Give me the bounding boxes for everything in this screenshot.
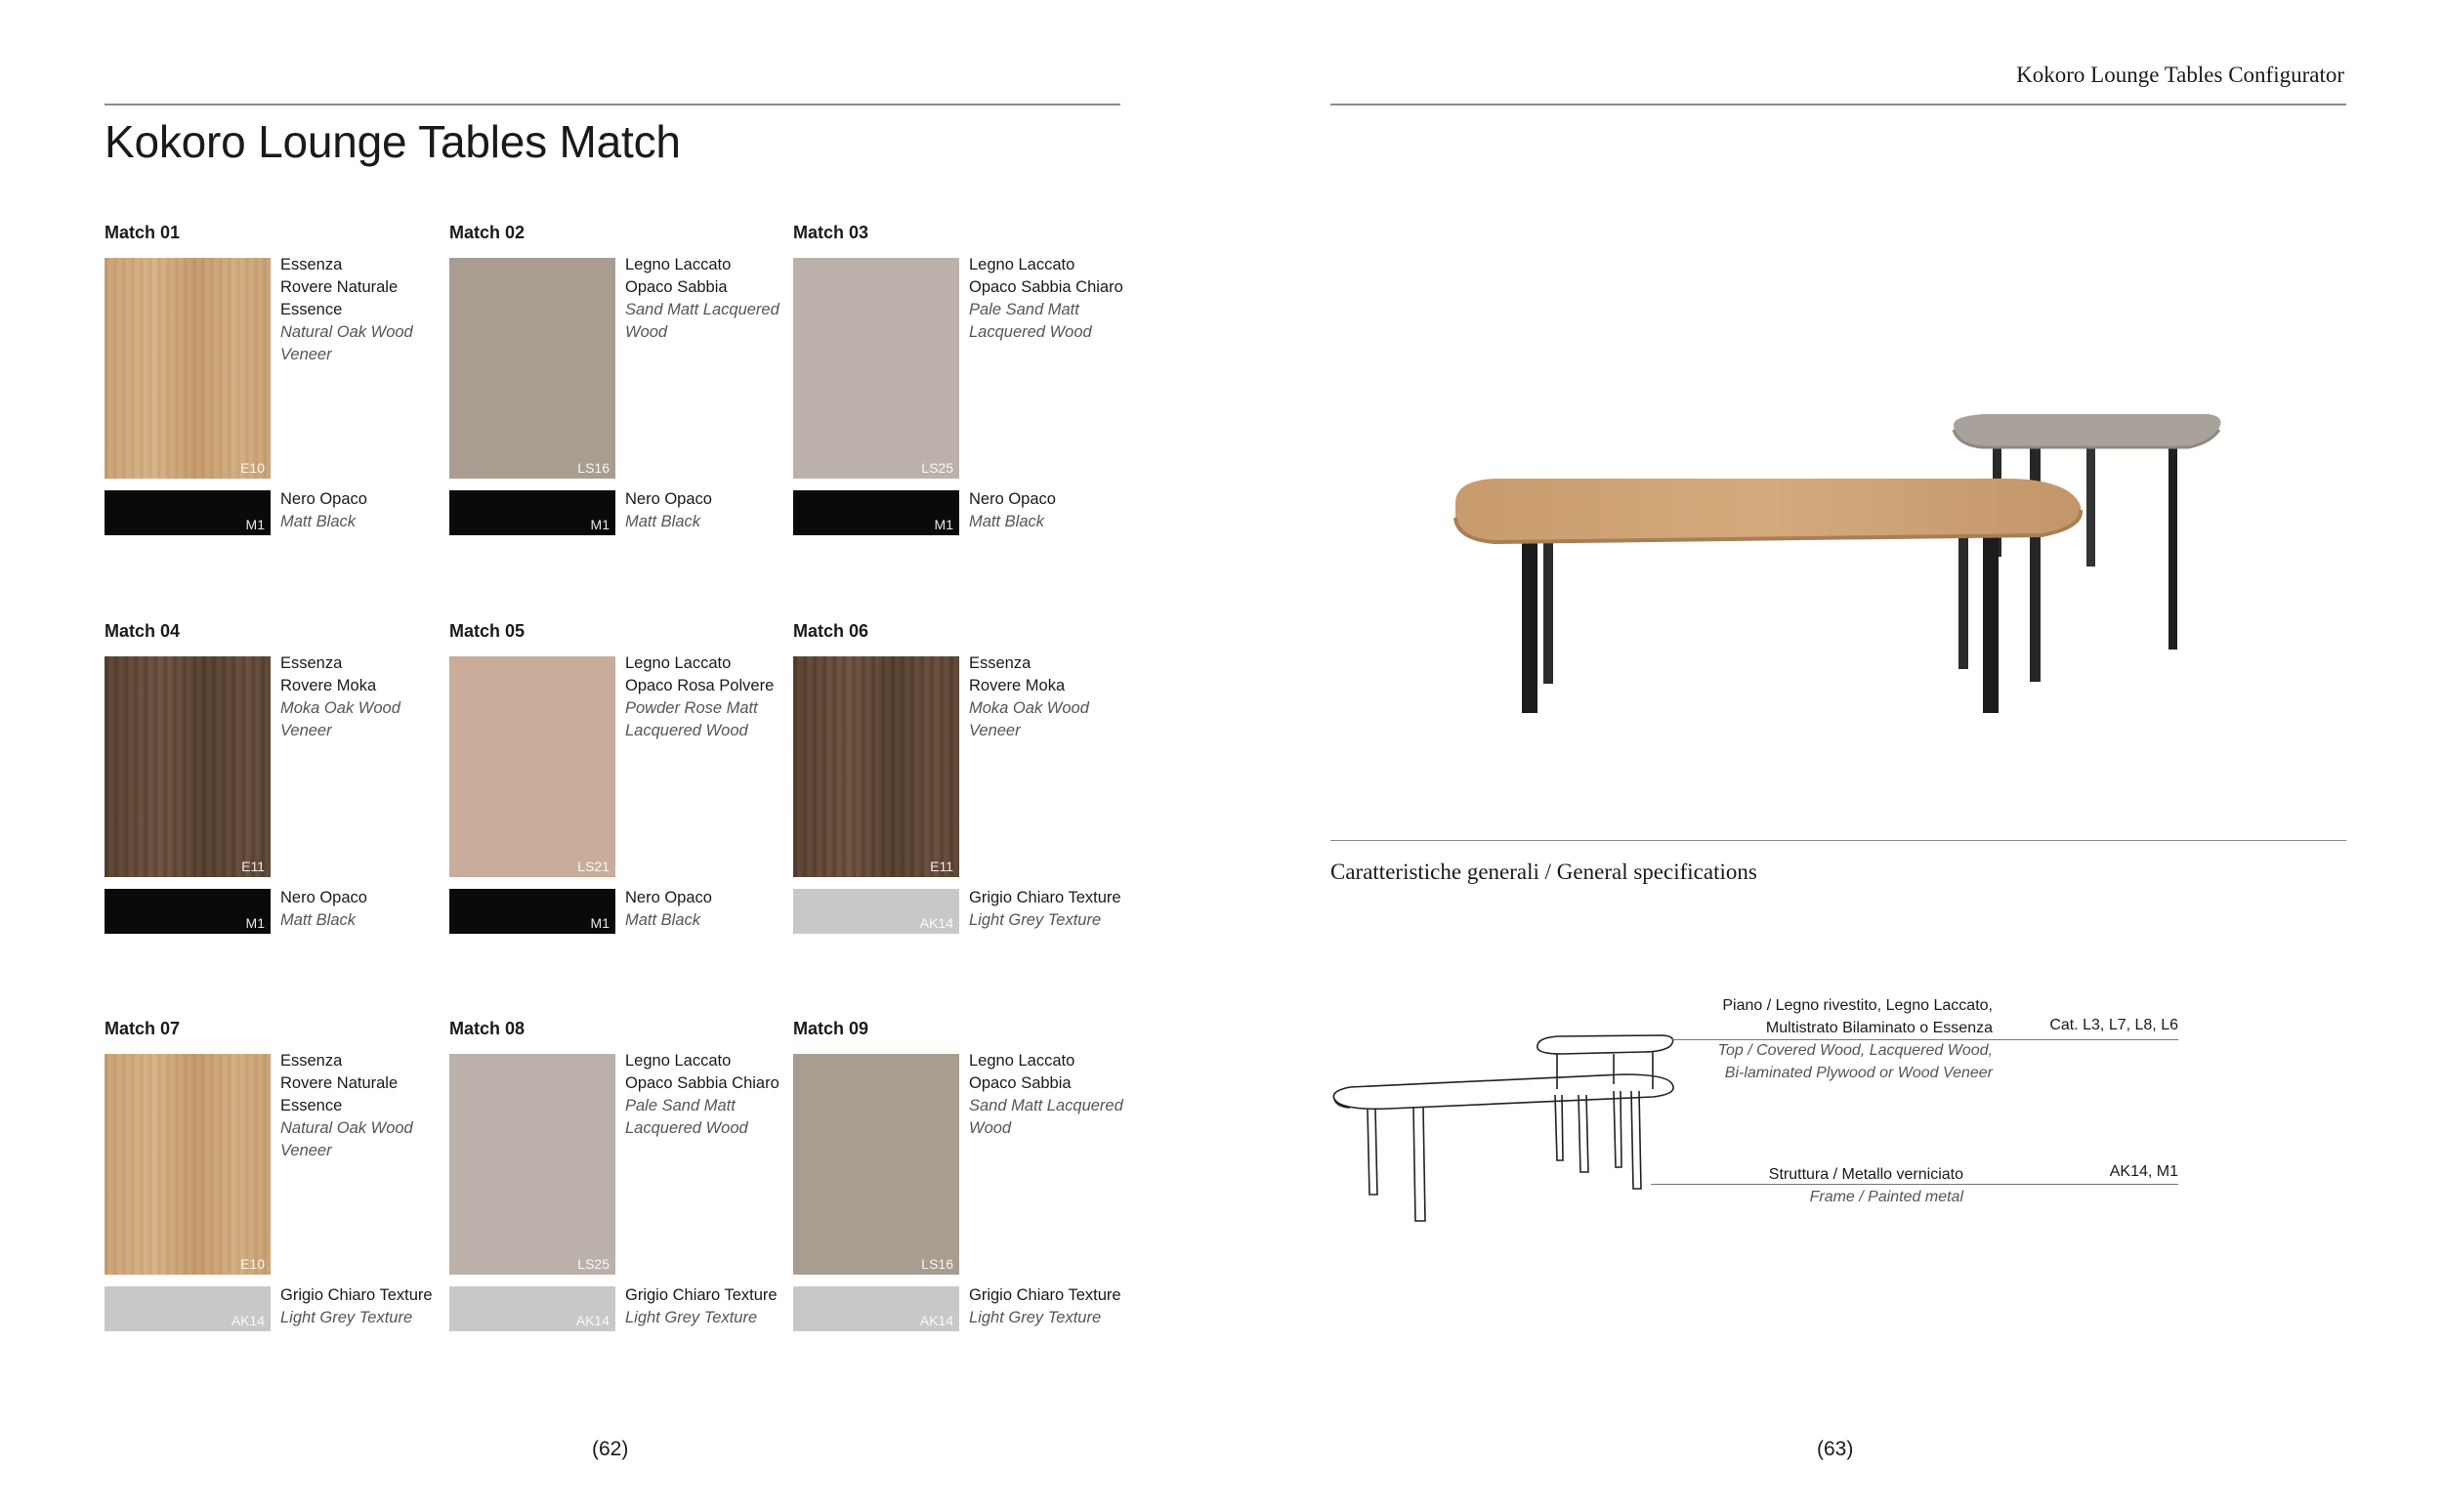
finish-code: LS16	[921, 1256, 953, 1272]
frame-code: M1	[245, 517, 265, 532]
frame-code: AK14	[919, 915, 953, 931]
right-top-rule	[1330, 104, 2346, 105]
finish-name-english: Veneer	[969, 722, 1021, 739]
frame-name-english: Matt Black	[625, 513, 701, 530]
finish-code: E11	[241, 859, 265, 874]
finish-swatch	[105, 656, 271, 877]
finish-name-line: Essenza	[280, 654, 343, 672]
finish-name-line: Opaco Sabbia	[625, 278, 728, 296]
finish-description	[625, 1050, 796, 1140]
spec-top-line1: Piano / Legno rivestito, Legno Laccato,	[1722, 997, 1993, 1014]
match-block	[449, 223, 786, 545]
match-title: Match 01	[105, 223, 181, 242]
spec-frame-italic1: Frame / Painted metal	[1809, 1189, 1963, 1205]
frame-name-english: Matt Black	[280, 911, 357, 929]
spec-frame-text	[1769, 1163, 1963, 1208]
finish-name-english: Veneer	[280, 346, 332, 363]
frame-swatch	[793, 889, 959, 934]
frame-description	[280, 1284, 451, 1329]
frame-swatch	[793, 1286, 959, 1331]
frame-code: M1	[934, 517, 953, 532]
frame-swatch	[105, 1286, 271, 1331]
frame-swatch	[105, 889, 271, 934]
frame-name: Grigio Chiaro Texture	[969, 1286, 1121, 1304]
kokoro-tables-line-drawing	[1330, 1030, 1682, 1226]
finish-name-line: Rovere Moka	[969, 677, 1066, 694]
finish-name-english: Pale Sand Matt	[625, 1097, 736, 1114]
finish-name-line: Essence	[280, 301, 343, 318]
finish-code: LS16	[577, 460, 610, 476]
frame-code: AK14	[231, 1313, 265, 1328]
finish-description	[625, 254, 796, 344]
frame-name-english: Light Grey Texture	[969, 1309, 1102, 1326]
match-title: Match 03	[793, 223, 869, 242]
finish-code: LS25	[577, 1256, 610, 1272]
finish-name-english: Lacquered Wood	[625, 1119, 748, 1137]
frame-swatch	[449, 889, 615, 934]
match-title: Match 09	[793, 1019, 869, 1038]
frame-description	[625, 488, 796, 533]
frame-name-english: Light Grey Texture	[625, 1309, 758, 1326]
match-block	[449, 1019, 786, 1341]
frame-name-english: Light Grey Texture	[969, 911, 1102, 929]
finish-swatch	[105, 1054, 271, 1275]
finish-name-line: Legno Laccato	[969, 256, 1075, 273]
finish-swatch	[793, 258, 959, 479]
frame-name-english: Matt Black	[280, 513, 357, 530]
frame-description	[969, 488, 1140, 533]
match-title: Match 04	[105, 621, 181, 641]
finish-name-line: Essenza	[969, 654, 1032, 672]
finish-code: LS25	[921, 460, 953, 476]
frame-name: Grigio Chiaro Texture	[280, 1286, 433, 1304]
spec-frame-line1: Struttura / Metallo verniciato	[1768, 1166, 1963, 1183]
finish-name-line: Essenza	[280, 1052, 343, 1070]
finish-name-line: Rovere Naturale	[280, 278, 399, 296]
match-block	[793, 621, 1130, 944]
finish-swatch	[793, 1054, 959, 1275]
finish-name-english: Moka Oak Wood	[969, 699, 1089, 717]
finish-name-english: Wood	[969, 1119, 1012, 1137]
finish-swatch	[449, 1054, 615, 1275]
finish-name-line: Rovere Naturale	[280, 1074, 399, 1092]
match-title: Match 06	[793, 621, 869, 641]
match-title: Match 02	[449, 223, 526, 242]
finish-name-line: Essenza	[280, 256, 343, 273]
page-number-right: (63)	[1817, 1438, 1854, 1460]
frame-name: Nero Opaco	[280, 490, 367, 508]
spec-frame-line	[1651, 1184, 2178, 1185]
frame-code: M1	[245, 915, 265, 931]
finish-name-line: Essence	[280, 1097, 343, 1114]
frame-name-english: Matt Black	[625, 911, 701, 929]
frame-swatch	[793, 490, 959, 535]
finish-swatch	[793, 656, 959, 877]
finish-name-line: Opaco Sabbia Chiaro	[969, 278, 1123, 296]
match-block	[105, 621, 442, 944]
finish-name-english: Wood	[625, 323, 668, 341]
finish-name-english: Moka Oak Wood	[280, 699, 400, 717]
finish-swatch	[449, 656, 615, 877]
finish-code: E10	[240, 1256, 265, 1272]
match-block	[793, 223, 1130, 545]
finish-description	[280, 254, 451, 366]
spec-divider-rule	[1330, 840, 2346, 841]
finish-name-english: Lacquered Wood	[625, 722, 748, 739]
finish-name-line: Rovere Moka	[280, 677, 377, 694]
frame-description	[969, 1284, 1140, 1329]
frame-description	[969, 887, 1140, 932]
finish-code: LS21	[577, 859, 610, 874]
finish-name-line: Opaco Sabbia Chiaro	[625, 1074, 779, 1092]
finish-name-line: Opaco Sabbia	[969, 1074, 1072, 1092]
frame-name-english: Light Grey Texture	[280, 1309, 413, 1326]
finish-name-english: Natural Oak Wood	[280, 1119, 413, 1137]
frame-code: AK14	[919, 1313, 953, 1328]
finish-name-english: Veneer	[280, 1142, 332, 1159]
frame-description	[625, 1284, 796, 1329]
spec-top-italic2: Bi-laminated Plywood or Wood Veneer	[1724, 1065, 1993, 1081]
finish-name-english: Natural Oak Wood	[280, 323, 413, 341]
match-title: Match 08	[449, 1019, 526, 1038]
finish-description	[969, 254, 1140, 344]
finish-name-english: Pale Sand Matt	[969, 301, 1079, 318]
spec-frame-category: AK14, M1	[2109, 1163, 2178, 1180]
finish-description	[280, 652, 451, 742]
page-title: Kokoro Lounge Tables Match	[105, 116, 681, 167]
finish-name-english: Sand Matt Lacquered	[969, 1097, 1123, 1114]
finish-code: E10	[240, 460, 265, 476]
spec-top-italic1: Top / Covered Wood, Lacquered Wood,	[1717, 1042, 1993, 1059]
spec-heading: Caratteristiche generali / General specifications	[1330, 860, 1757, 884]
finish-name-english: Sand Matt Lacquered	[625, 301, 779, 318]
frame-description	[625, 887, 796, 932]
finish-name-english: Veneer	[280, 722, 332, 739]
spec-top-line	[1672, 1039, 2178, 1040]
frame-swatch	[449, 1286, 615, 1331]
frame-code: M1	[590, 915, 610, 931]
match-block	[793, 1019, 1130, 1341]
finish-swatch	[449, 258, 615, 479]
frame-swatch	[449, 490, 615, 535]
finish-name-english: Powder Rose Matt	[625, 699, 758, 717]
frame-name: Nero Opaco	[625, 889, 712, 906]
finish-name-line: Legno Laccato	[625, 1052, 732, 1070]
finish-code: E11	[930, 859, 953, 874]
frame-name: Nero Opaco	[969, 490, 1056, 508]
frame-code: AK14	[575, 1313, 610, 1328]
frame-name: Grigio Chiaro Texture	[969, 889, 1121, 906]
left-top-rule	[105, 104, 1120, 105]
finish-swatch	[105, 258, 271, 479]
finish-name-english: Lacquered Wood	[969, 323, 1092, 341]
frame-name: Nero Opaco	[625, 490, 712, 508]
finish-description	[969, 652, 1140, 742]
frame-description	[280, 488, 451, 533]
kokoro-tables-product-image	[1436, 400, 2237, 723]
spec-top-category: Cat. L3, L7, L8, L6	[2049, 1017, 2178, 1033]
spec-top-line2: Multistrato Bilaminato o Essenza	[1765, 1020, 1993, 1036]
finish-description	[625, 652, 796, 742]
frame-name: Nero Opaco	[280, 889, 367, 906]
finish-name-line: Legno Laccato	[625, 256, 732, 273]
match-block	[105, 1019, 442, 1341]
frame-swatch	[105, 490, 271, 535]
frame-description	[280, 887, 451, 932]
finish-name-line: Legno Laccato	[625, 654, 732, 672]
frame-name: Grigio Chiaro Texture	[625, 1286, 778, 1304]
finish-name-line: Opaco Rosa Polvere	[625, 677, 775, 694]
match-title: Match 07	[105, 1019, 181, 1038]
finish-name-line: Legno Laccato	[969, 1052, 1075, 1070]
match-block	[105, 223, 442, 545]
page-number-left: (62)	[592, 1438, 629, 1460]
configurator-header: Kokoro Lounge Tables Configurator	[2016, 63, 2344, 87]
match-title: Match 05	[449, 621, 526, 641]
match-block	[449, 621, 786, 944]
finish-description	[280, 1050, 451, 1162]
finish-description	[969, 1050, 1140, 1140]
frame-name-english: Matt Black	[969, 513, 1045, 530]
frame-code: M1	[590, 517, 610, 532]
